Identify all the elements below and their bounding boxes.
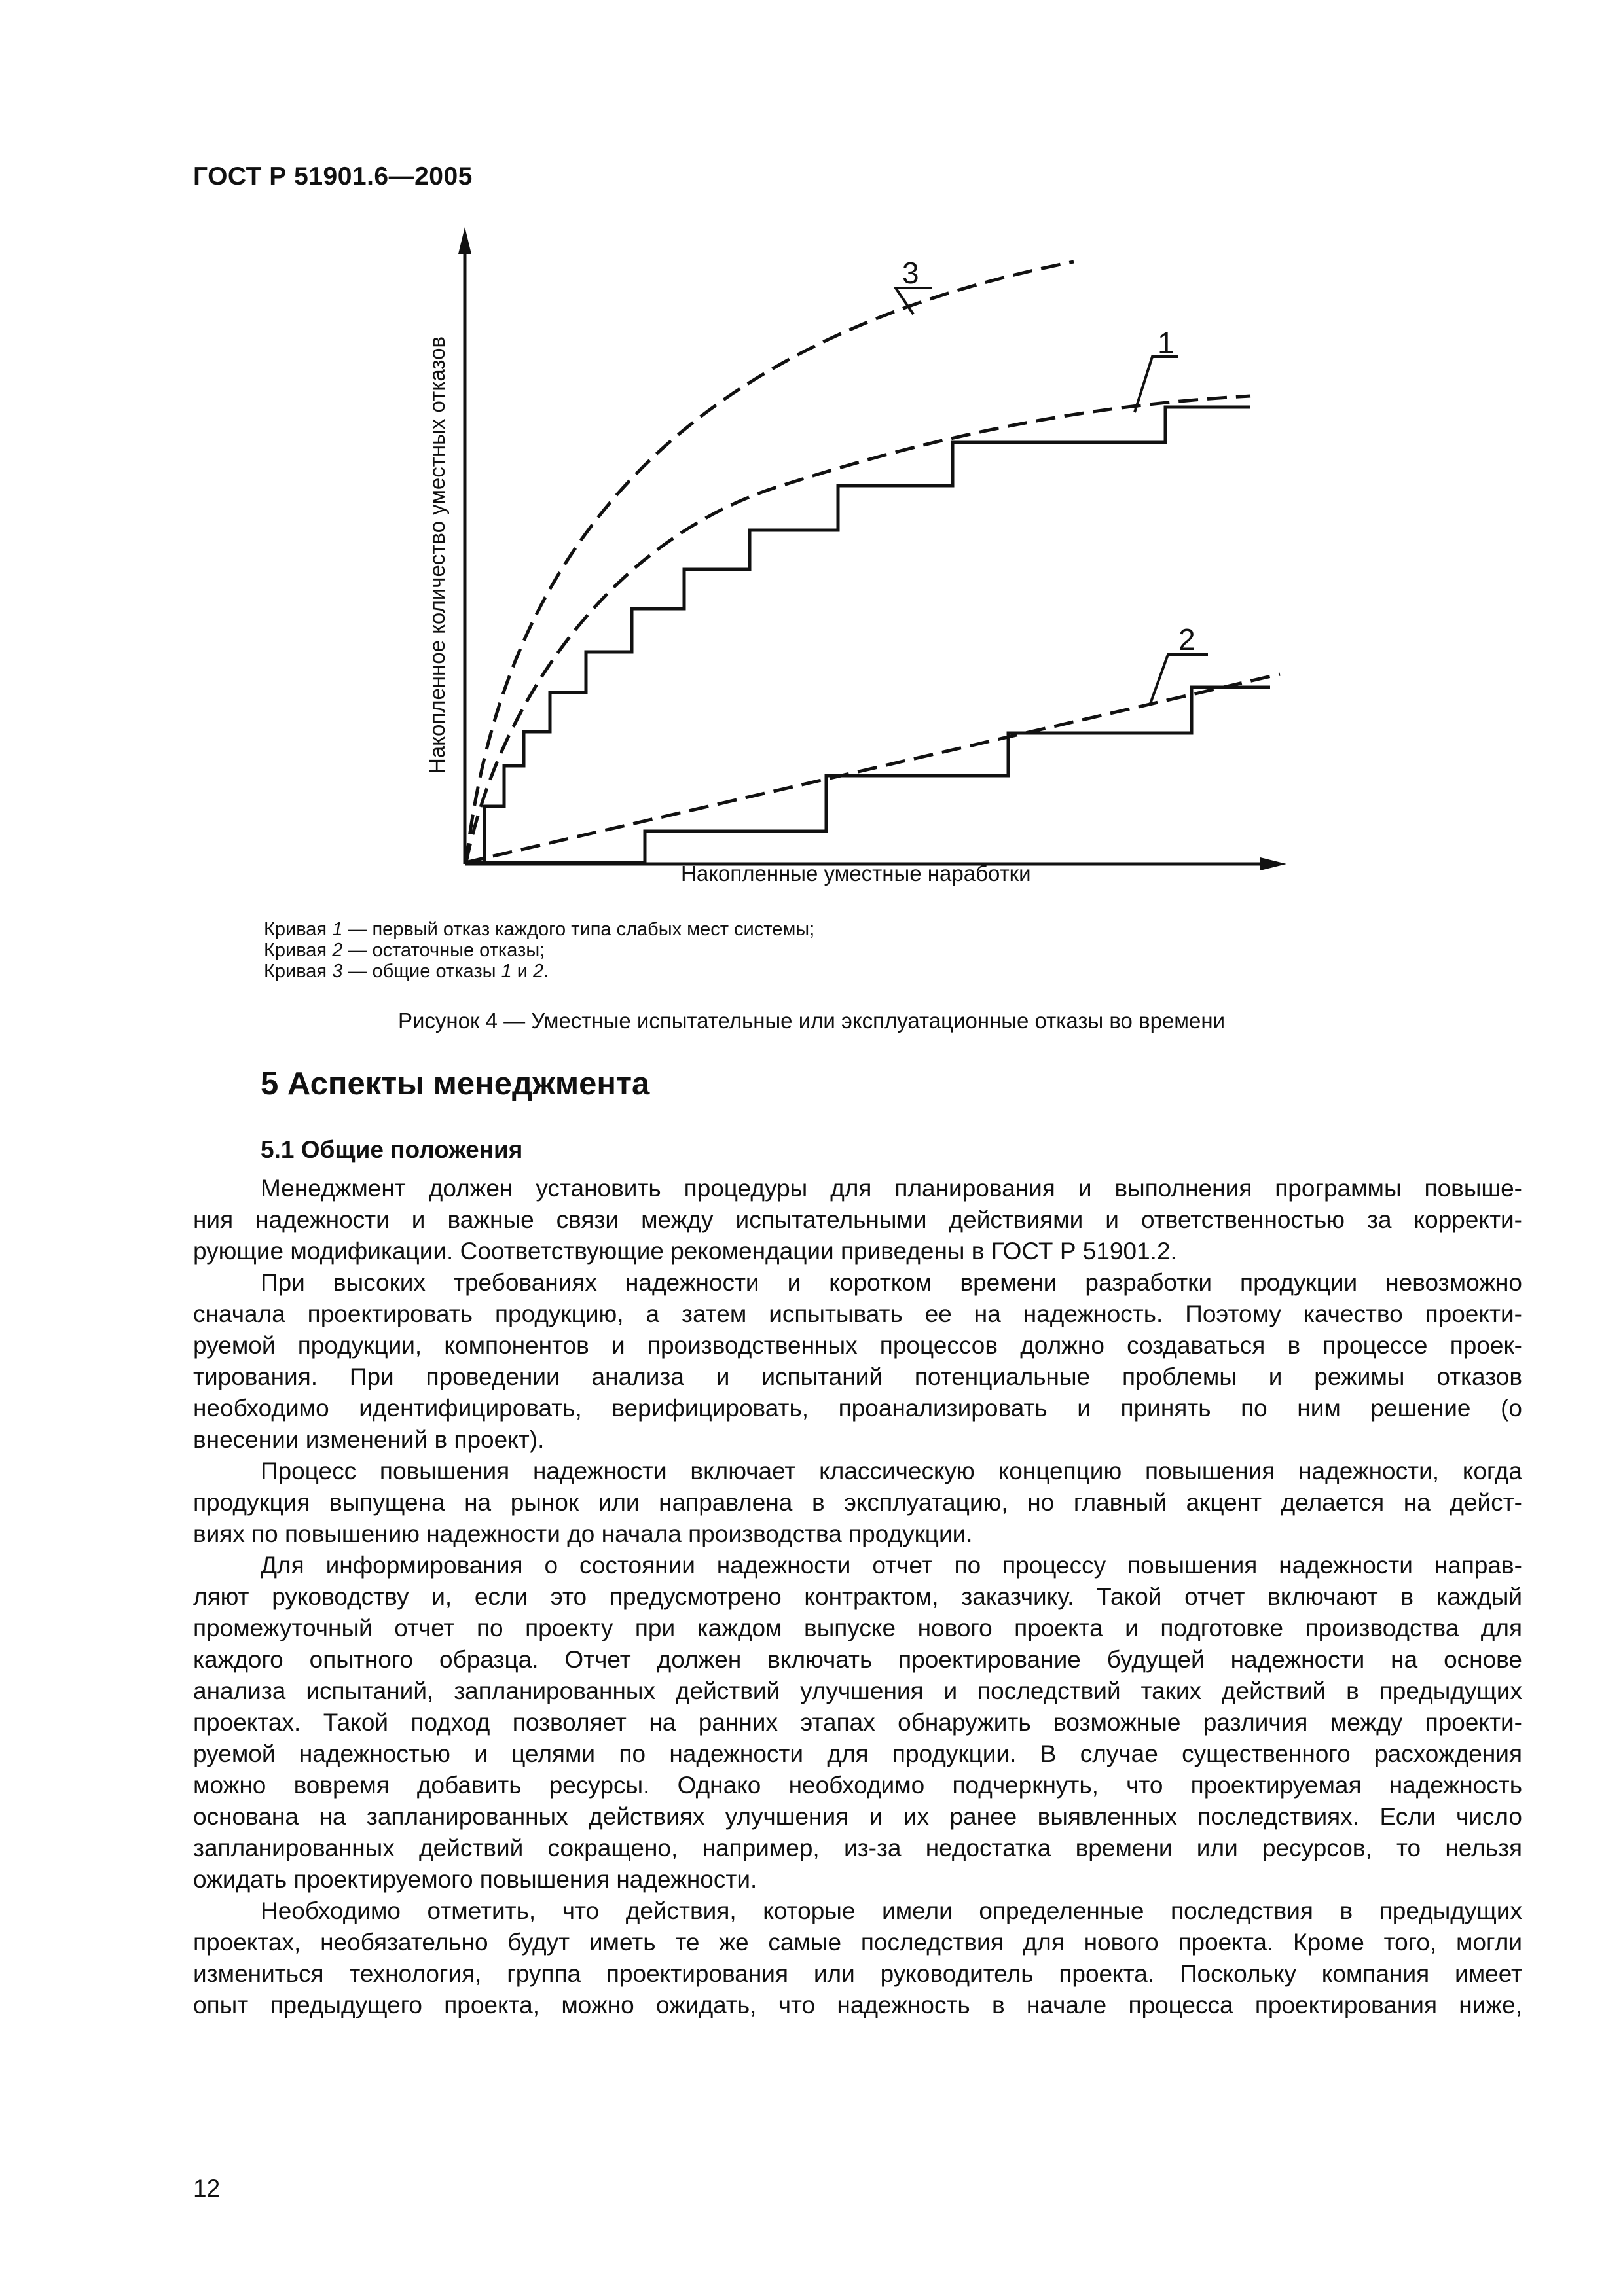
curve-label-2: 2 [1178, 622, 1195, 656]
y-axis-arrow [458, 227, 471, 254]
reliability-growth-figure [393, 226, 1296, 880]
text-line: тирования. При проведении анализа и испытаний потенциальные проблемы и режимы отказов [193, 1363, 1522, 1390]
text-line: проектах, необязательно будут иметь те же самые последствия для нового проекта. Кроме того, могли [193, 1929, 1522, 1956]
figure-caption: Рисунок 4 — Уместные испытательные или эксплуатационные отказы во времени [397, 1009, 1226, 1033]
paragraph [193, 1895, 1522, 2021]
curve-1-dashed [466, 396, 1250, 863]
text-line: измениться технология, группа проектирования или руководитель проекта. Поскольку компания имеет [193, 1960, 1522, 1987]
paragraph [193, 1456, 1522, 1550]
text-line: каждого опытного образца. Отчет должен включать проектирование будущей надежности на основе [193, 1646, 1522, 1673]
document-header: ГОСТ Р 51901.6—2005 [193, 162, 473, 190]
text-line: необходимо идентифицировать, верифицировать, проанализировать и принять по ним решение (о [193, 1395, 1522, 1422]
paragraph [193, 1267, 1522, 1456]
text-line: Для информирования о состоянии надежности отчет по процессу повышения надежности направ- [261, 1552, 1522, 1579]
text-line: опыт предыдущего проекта, можно ожидать, что надежность в начале процесса проектирования ниже, [193, 1992, 1522, 2018]
legend-item: Кривая 1 — первый отказ каждого типа слабых мест системы; [264, 919, 815, 940]
leader-3 [896, 288, 932, 314]
text-line: анализа испытаний, запланированных действий улучшения и последствий таких действий в предыдущих [193, 1677, 1522, 1704]
legend-item: Кривая 2 — остаточные отказы; [264, 940, 545, 961]
x-axis-label: Накопленные уместные наработки [681, 861, 1031, 886]
curve-1-steps [466, 407, 1250, 863]
curve-2-dashed [465, 674, 1280, 863]
section-title: 5 Аспекты менеджмента [261, 1066, 650, 1102]
text-line: продукция выпущена на рынок или направлена в эксплуатацию, но главный акцент делается на дейст- [193, 1489, 1522, 1516]
subsection-title: 5.1 Общие положения [261, 1136, 523, 1163]
text-line: Менеджмент должен установить процедуры для планирования и выполнения программы повыше- [261, 1175, 1522, 1202]
text-line: Необходимо отметить, что действия, которые имели определенные последствия в предыдущих [261, 1897, 1522, 1924]
text-line: руемой надежностью и целями по надежности для продукции. В случае существенного расхождения [193, 1740, 1522, 1767]
curve-label-1: 1 [1158, 326, 1175, 360]
x-axis-arrow [1260, 857, 1286, 870]
text-line: промежуточный отчет по проекту при каждом выпуске нового проекта и подготовке производства для [193, 1615, 1522, 1641]
text-line: внесении изменений в проект). [193, 1426, 545, 1453]
text-line: основана на запланированных действиях улучшения и их ранее выявленных последствиях. Если число [193, 1803, 1522, 1830]
curve-2-steps [466, 687, 1270, 863]
text-line: можно вовремя добавить ресурсы. Однако необходимо подчеркнуть, что проектируемая надежность [193, 1772, 1522, 1799]
text-line: сначала проектировать продукцию, а затем испытывать ее на надежность. Поэтому качество проекти- [193, 1300, 1522, 1327]
text-line: запланированных действий сокращено, например, из-за недостатка времени или ресурсов, то нельзя [193, 1835, 1522, 1861]
curve-3-dashed [466, 262, 1074, 863]
body-text [193, 1173, 1522, 2021]
text-line: рующие модификации. Соответствующие рекомендации приведены в ГОСТ Р 51901.2. [193, 1238, 1177, 1265]
page-number: 12 [193, 2175, 221, 2202]
text-line: виях по повышению надежности до начала производства продукции. [193, 1520, 973, 1547]
text-line: ния надежности и важные связи между испытательными действиями и ответственностью за корректи- [193, 1206, 1522, 1233]
curve-label-3: 3 [902, 256, 919, 290]
text-line: ожидать проектируемого повышения надежности. [193, 1866, 757, 1893]
text-line: При высоких требованиях надежности и коротком времени разработки продукции невозможно [261, 1269, 1522, 1296]
text-line: ляют руководству и, если это предусмотрено контрактом, заказчику. Такой отчет включают в каждый [193, 1583, 1522, 1610]
text-line: проектах. Такой подход позволяет на ранних этапах обнаружить возможные различия между проекти- [193, 1709, 1522, 1736]
paragraph [193, 1173, 1522, 1267]
text-line: руемой продукции, компонентов и производственных процессов должно создаваться в процессе проек- [193, 1332, 1522, 1359]
paragraph [193, 1550, 1522, 1895]
text-line: Процесс повышения надежности включает классическую концепцию повышения надежности, когда [261, 1458, 1522, 1484]
legend-item: Кривая 3 — общие отказы 1 и 2. [264, 961, 549, 982]
